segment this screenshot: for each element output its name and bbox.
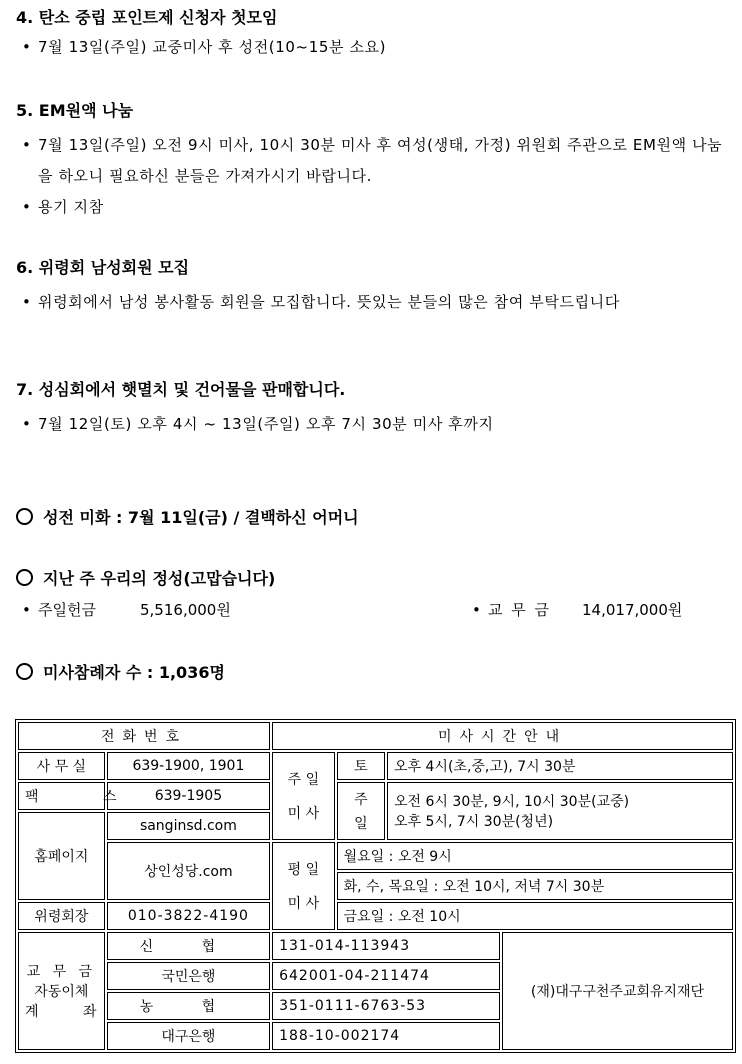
bullet-icon: •	[22, 601, 31, 619]
friday-times: 금요일 : 오전 10시	[337, 902, 733, 930]
homepage-url-korean: 상인성당.com	[107, 842, 270, 900]
office-label: 사 무 실	[18, 752, 105, 780]
bank-account: 642001-04-211474	[272, 962, 500, 990]
list-item-text: 7월 12일(토) 오후 4시 ~ 13일(주일) 오후 7시 30분 미사 후까지	[38, 415, 494, 433]
sunday-times: 오전 6시 30분, 9시, 10시 30분(교중) 오후 5시, 7시 30분(청년)	[387, 782, 733, 840]
bank-account: 351-0111-6763-53	[272, 992, 500, 1020]
section-memorial-society	[16, 258, 732, 318]
list-item-text: 위령회에서 남성 봉사활동 회원을 모집합니다. 뜻있는 분들의 많은 참여 부탁드립니다	[38, 293, 620, 311]
saturday-label: 토	[337, 752, 385, 780]
parish-info-table	[15, 719, 736, 1053]
bullet-icon: •	[472, 601, 481, 619]
bank-name: 농 협	[107, 992, 270, 1020]
tue-thu-times: 화, 수, 목요일 : 오전 10시, 저녁 7시 30분	[337, 872, 733, 900]
phone-header: 전화번호	[18, 722, 270, 750]
circle-icon	[16, 508, 33, 525]
list-item-text: 7월 13일(주일) 오전 9시 미사, 10시 30분 미사 후 여성(생태, 가정) 위원회 주관으로 EM원액 나눔을 하오니 필요하신 분들은 가져가시기 바랍니다.	[38, 136, 723, 185]
sunday-offering-amount: 5,516,000원	[140, 601, 231, 619]
circle-icon	[16, 663, 33, 680]
section-carbon-point	[16, 8, 732, 63]
bank-account: 131-014-113943	[272, 932, 500, 960]
circle-icon	[16, 569, 33, 586]
list-item-text: 7월 13일(주일) 교중미사 후 성전(10~15분 소요)	[38, 38, 387, 56]
bank-name: 국민은행	[107, 962, 270, 990]
chair-label: 위령회장	[18, 902, 105, 930]
auto-transfer-label: 교 무 금 자동이체 계 좌	[18, 932, 105, 1050]
tithe-label: 교 무 금	[488, 601, 552, 619]
sunday-offering-label: 주일헌금	[38, 601, 96, 619]
bullet-icon: •	[22, 293, 32, 311]
sunday-mass-label: 주 일 미 사	[272, 752, 335, 840]
homepage-label: 홈페이지	[18, 812, 105, 900]
list-item-text: 용기 지참	[38, 198, 104, 216]
homepage-url: sanginsd.com	[107, 812, 270, 840]
bullet-icon: •	[22, 38, 32, 56]
fax-number: 639-1905	[107, 782, 270, 810]
bank-name: 대구은행	[107, 1022, 270, 1050]
section-title: 5. EM원액 나눔	[16, 101, 134, 120]
attendance-heading: 미사참례자 수 : 1,036명	[16, 662, 732, 684]
monday-times: 월요일 : 오전 9시	[337, 842, 733, 870]
section-title: 4. 탄소 중립 포인트제 신청자 첫모임	[16, 8, 278, 27]
bank-name: 신 협	[107, 932, 270, 960]
list-item	[16, 287, 732, 318]
offering-heading: 지난 주 우리의 정성(고맙습니다)	[16, 568, 732, 590]
section-anchovy-sale	[16, 380, 732, 440]
bullet-icon: •	[22, 136, 32, 154]
flower-decoration-notice: 성전 미화 : 7월 11일(금) / 결백하신 어머니	[16, 507, 732, 529]
chair-phone: 010-3822-4190	[107, 902, 270, 930]
section-em-solution	[16, 101, 732, 223]
weekday-mass-label: 평 일 미 사	[272, 842, 335, 930]
list-item	[16, 192, 732, 223]
section-title: 7. 성심회에서 햇멸치 및 건어물을 판매합니다.	[16, 380, 346, 399]
section-title: 6. 위령회 남성회원 모집	[16, 258, 190, 277]
fax-label: 팩 스	[18, 782, 105, 810]
mass-schedule-header: 미사시간안내	[272, 722, 733, 750]
tithe-amount: 14,017,000원	[582, 601, 683, 619]
list-item	[16, 32, 732, 63]
sunday-label: 주 일	[337, 782, 385, 840]
saturday-times: 오후 4시(초,중,고), 7시 30분	[387, 752, 733, 780]
offering-amounts	[16, 598, 732, 622]
list-item	[16, 409, 732, 440]
account-holder: (재)대구구천주교회유지재단	[502, 932, 733, 1050]
list-item	[16, 130, 732, 192]
bullet-icon: •	[22, 198, 32, 216]
office-phone: 639-1900, 1901	[107, 752, 270, 780]
bullet-icon: •	[22, 415, 32, 433]
bank-account: 188-10-002174	[272, 1022, 500, 1050]
